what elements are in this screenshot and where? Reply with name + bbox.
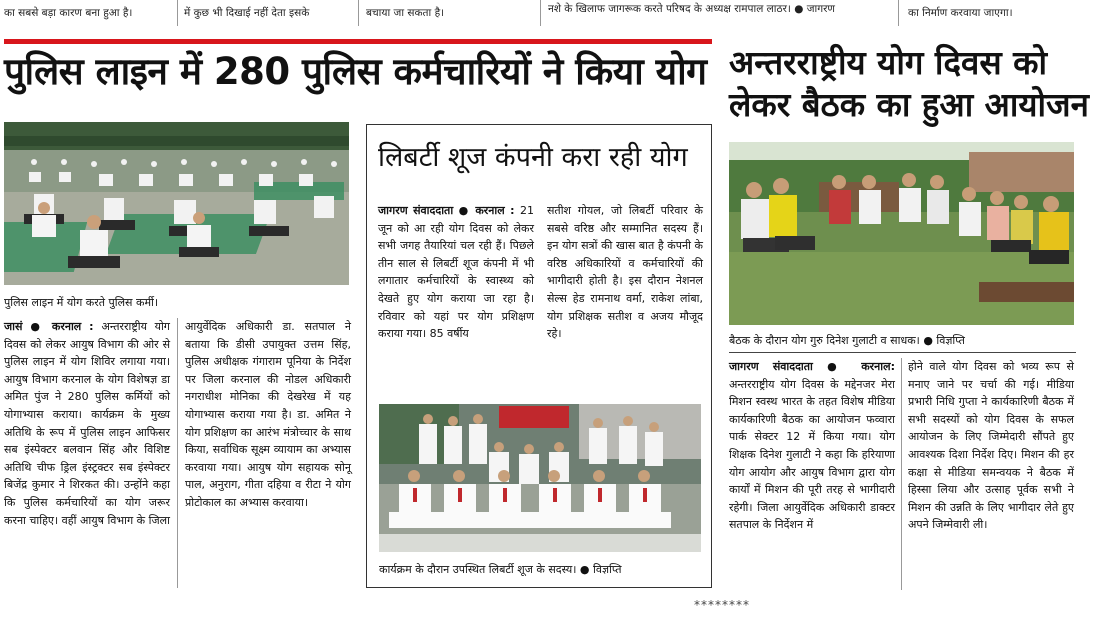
story3-column-2: होने वाले योग दिवस को भव्य रूप से मनाए जाने पर चर्चा की गई। मीडिया प्रभारी निधि गुप्ता ने कार्यकारिणी बैठक में सभी सदस्यों को योग दिवस के सफल आयोजन के लिए जिम्मेदारी सौंपते हुए आवश्यक दिशा निर्देश दिए। मिशन की हर कक्षा से मीडिया समन्वयक ने बैठक में हिस्सा लिया और उत्साह पूर्वक सभी ने मिशन की उन्नति के लिए भागीदार लेते हुए अपने जिम्मेवारी ली। bbox=[908, 360, 1074, 532]
story2-byline: जागरण संवाददाता ● करनाल : bbox=[378, 204, 520, 217]
column-rule bbox=[177, 0, 178, 26]
story2-column-2: सतीश गोयल, जो लिबर्टी परिवार के सबसे वरिष्ठ और सम्मानित सदस्य हैं। इन योग सत्रों की खास बात है कंपनी के वरिष्ठ अधिकारियों व कर्मचारियों की भागीदारी होती है। इस दौरान नेशनल सेल्स हेड रामनाथ वर्मा, राकेश लांबा, योग प्रशिक्षक सतीश व अजय मौजूद रहे। bbox=[547, 204, 703, 341]
story1-headline: पुलिस लाइन में 280 पुलिस कर्मचारियों ने किया योग bbox=[4, 50, 707, 93]
story2-photo-caption: कार्यक्रम के दौरान उपस्थित लिबर्टी शूज के सदस्य। ● विज्ञप्ति bbox=[379, 563, 622, 576]
column-rule bbox=[901, 358, 902, 590]
story3-column-1 bbox=[729, 358, 895, 534]
story2-text-1: 21 जून को आ रही योग दिवस को लेकर सभी जगह तैयारियां चल रही हैं। पिछले तीन साल से लिबर्टी शूज कंपनी में भी लगातार कर्मचारियों के स्वास्थ्य को देखते हुए योग कराया जा रहा है। रविवार को यहां पर योग प्रशिक्षण कराया गया। 85 वर्षीय bbox=[378, 204, 534, 341]
column-rule bbox=[540, 0, 541, 26]
story1-column-1 bbox=[4, 318, 170, 529]
top-snippet-4: नशे के खिलाफ जागरूक करते परिषद के अध्यक्ष रामपाल लाठर। ● जागरण bbox=[548, 3, 836, 15]
story3-caption-rule bbox=[729, 352, 1076, 353]
story1-column-2: आयुर्वेदिक अधिकारी डा. सतपाल ने बताया कि डीसी उपायुक्त उत्तम सिंह, पुलिस अधीक्षक गंगाराम पूनिया के निर्देश पर जिला करनाल की नोडल अधिकारी नगराधीश मोनिका की देखरेख में यह योगाभ्यास कराया गया है। डा. अमित ने योग प्रशिक्षण का आरंभ मंत्रोच्चार के साथ किया, सर्वाधिक सूक्ष्म व्यायाम का अभ्यास करवाया गया। आयुष योग सहायक सोनू पाल, अनुराग, गीता दहिया व रीटा ने योग प्रोटोकाल का अभ्यास करवाया। bbox=[185, 320, 351, 509]
story1-text-1: अन्तरराष्ट्रीय योग दिवस को लेकर आयुष विभाग की ओर से पुलिस लाइन में योग शिविर लगाया गया। आयुष विभाग करनाल के योग विशेषज्ञ डा अमित पुंज ने 280 पुलिस कर्मियों को योगाभ्यास कराया। कार्यक्रम के मुख्य अतिथि के रूप में पुलिस लाइन आफिसर सब इंस्पेक्टर बलवान सिंह और विशिष्ट अतिथि चीफ ड्रिल इंस्ट्रक्टर सब इंस्पेक्टर बिजेंद्र कुमार ने शिरकत की। उन्होंने कहा कि पुलिस कर्मचारियों का योग जरूर करना चाहिए। वहीं आयुष विभाग के जिला bbox=[4, 320, 170, 527]
meeting-photo bbox=[729, 142, 1074, 325]
story2-headline: लिबर्टी शूज कंपनी करा रही योग bbox=[378, 142, 688, 173]
top-snippet-5: का निर्माण करवाया जाएगा। bbox=[908, 7, 1013, 19]
top-snippet-3: बचाया जा सकता है। bbox=[366, 7, 445, 19]
story3-headline: अन्तरराष्ट्रीय योग दिवस को लेकर बैठक का हुआ आयोजन bbox=[729, 43, 1089, 124]
column-rule bbox=[358, 0, 359, 26]
column-rule bbox=[898, 0, 899, 26]
liberty-yoga-photo bbox=[379, 404, 701, 552]
column-rule bbox=[177, 318, 178, 588]
police-yoga-photo bbox=[4, 122, 349, 285]
headline-rule bbox=[4, 39, 712, 44]
story3-photo-caption: बैठक के दौरान योग गुरु दिनेश गुलाटी व साधक। ● विज्ञप्ति bbox=[729, 334, 965, 347]
story1-photo-caption: पुलिस लाइन में योग करते पुलिस कर्मी। bbox=[4, 296, 159, 309]
top-snippet-1: का सबसे बड़ा कारण बना हुआ है। bbox=[4, 7, 133, 19]
story1-byline: जासं ● करनाल : bbox=[4, 320, 102, 333]
story2-column-1 bbox=[378, 202, 534, 343]
footer-separator: ******** bbox=[694, 598, 750, 612]
story3-byline: जागरण संवाददाता ● करनाल: bbox=[729, 360, 895, 373]
story3-text-1: अन्तरराष्ट्रीय योग दिवस के मद्देनजर मेरा मिशन स्वस्थ भारत के तहत विशेष मीडिया कार्यकारिणी बैठक का आयोजन फव्वारा पार्क सेक्टर 12 में किया गया। योग शिक्षक दिनेश गुलाटी ने कहा कि हरियाणा योग आयोग और आयुष विभाग द्वारा योग कार्यों में मिशन की पूरी तरह से भागीदारी रहेगी। जिला आयुर्वेदिक अधिकारी डाक्टर सतपाल के निर्देशन में bbox=[729, 377, 895, 532]
top-snippet-2: में कुछ भी दिखाई नहीं देता इसके bbox=[184, 7, 310, 19]
